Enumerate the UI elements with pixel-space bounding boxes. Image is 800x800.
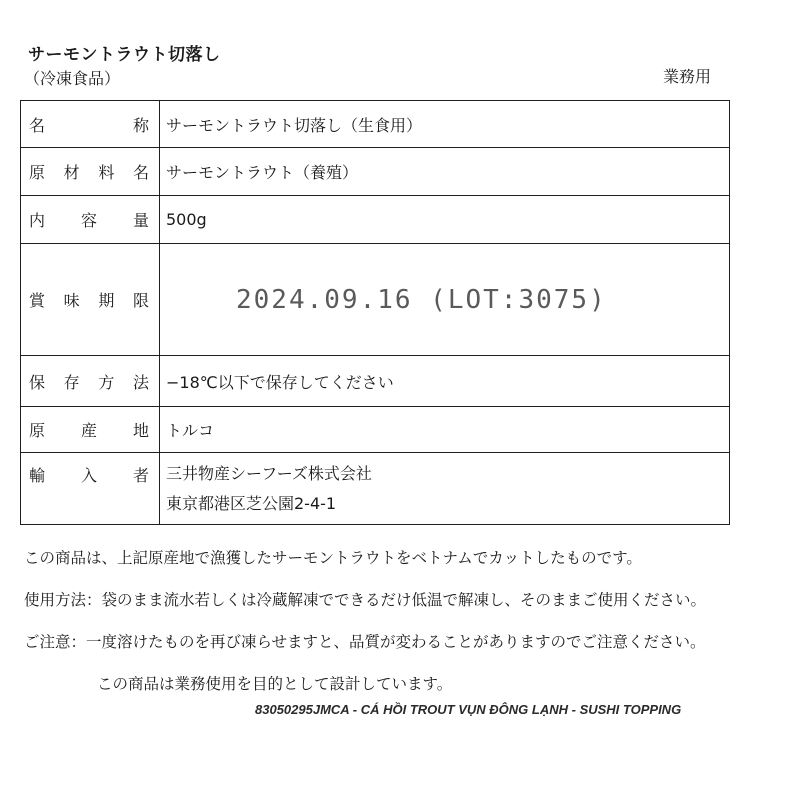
row-value-name: サーモントラウト切落し（生食用） (160, 101, 730, 148)
row-label-name: 名 称 (21, 101, 160, 148)
table-row (21, 453, 730, 525)
row-label-ingredients: 原材料名 (21, 148, 160, 196)
usage-badge: 業務用 (663, 67, 712, 86)
table-row (21, 244, 730, 356)
table-row (21, 196, 730, 244)
row-value-storage: −18℃以下で保存してください (160, 356, 730, 407)
row-label-quantity: 内容量 (21, 196, 160, 244)
expiry-stamp: 2024.09.16 (LOT:3075) (236, 284, 607, 315)
product-subtitle: （冷凍食品） (24, 69, 121, 88)
footer-product-code: 83050295JMCA - CÁ HỒI TROUT VỤN ĐÔNG LẠNH - SUSHI TOPPING (255, 702, 682, 717)
row-label-storage: 保存方法 (21, 356, 160, 407)
row-value-origin: トルコ (160, 407, 730, 453)
row-value-quantity: 500g (160, 196, 730, 244)
table-row (21, 407, 730, 453)
caution-note: ご注意：一度溶けたものを再び凍らせますと、品質が変わることがありますのでご注意ください。 (24, 633, 706, 651)
row-label-importer: 輸入者 (21, 453, 160, 525)
table-row (21, 101, 730, 148)
row-label-expiry: 賞味期限 (21, 244, 160, 356)
table-row (21, 356, 730, 407)
product-title: サーモントラウト切落し (28, 45, 221, 65)
row-label-origin: 原産地 (21, 407, 160, 453)
row-value-address: 東京都港区芝公園2-4-1 (166, 493, 337, 513)
usage-note: 使用方法：袋のまま流水若しくは冷蔵解凍でできるだけ低温で解凍し、そのままご使用ください。 (24, 591, 707, 609)
business-note: この商品は業務使用を目的として設計しています。 (97, 675, 453, 693)
row-value-importer: 三井物産シーフーズ株式会社 (166, 463, 372, 483)
table-row (21, 148, 730, 196)
origin-note: この商品は、上記原産地で漁獲したサーモントラウトをベトナムでカットしたものです。 (24, 549, 642, 567)
product-info-table (20, 100, 730, 525)
row-value-ingredients: サーモントラウト（養殖） (160, 148, 730, 196)
